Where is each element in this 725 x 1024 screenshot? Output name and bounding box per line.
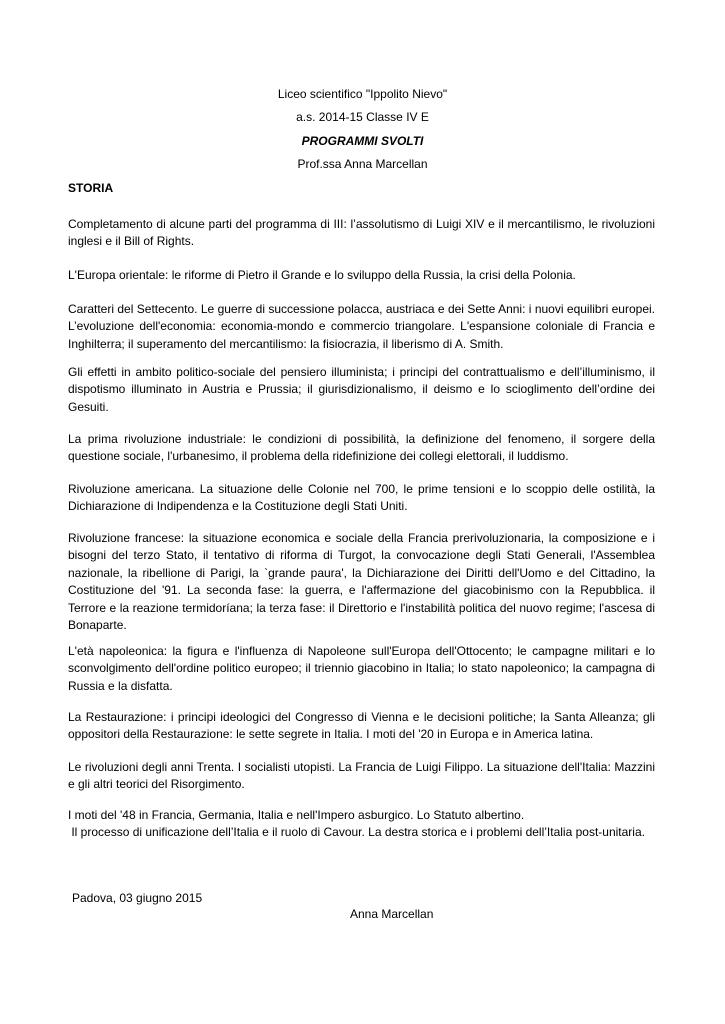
school-year-class: a.s. 2014-15 Classe IV E	[296, 110, 429, 124]
paragraph-6: Rivoluzione americana. La situazione delle Colonie nel 700, le prime tensioni e lo scoppio delle ostilità, la Dichiarazione di Indipendenza e la Costituzione degli Stati Uniti.	[68, 482, 655, 514]
signature: Anna Marcellan	[350, 907, 434, 921]
document-title: PROGRAMMI SVOLTI	[301, 134, 424, 148]
teacher-name: Prof.ssa Anna Marcellan	[297, 157, 428, 171]
paragraph-10: Le rivoluzioni degli anni Trenta. I socialisti utopisti. La Francia de Luigi Filippo. La situazione dell'Italia: Mazzini e gli altri teorici del Risorgimento.	[68, 760, 655, 792]
paragraph-5: La prima rivoluzione industriale: le condizioni di possibilità, la definizione del fenomeno, il sorgere della questione sociale, l'urbanesimo, il problema della ridefinizione dei collegi elettorali, il luddismo.	[68, 432, 655, 464]
paragraph-11: I moti del '48 in Francia, Germania, Italia e nell'Impero asburgico. Lo Statuto albertino.	[68, 808, 525, 822]
paragraph-2: L'Europa orientale: le riforme di Pietro il Grande e lo sviluppo della Russia, la crisi della Polonia.	[68, 268, 576, 282]
paragraph-12: Il processo di unificazione dell’Italia e il ruolo di Cavour. La destra storica e i problemi dell’Italia post-unitaria.	[68, 825, 645, 839]
paragraph-9: La Restaurazione: i principi ideologici del Congresso di Vienna e le decisioni politiche; la Santa Alleanza; gli oppositori della Restaurazione: le sette segrete in Italia. I moti del '20 in Europa e in America latina.	[68, 710, 655, 742]
paragraph-4: Gli effetti in ambito politico-sociale del pensiero illuminista; i principi del contrattualismo e dell’illuminismo, il dispotismo illuminato in Austria e Prussia; il giurisdizionalismo, il deismo e lo scioglimento dell’ordine dei Gesuiti.	[68, 365, 655, 414]
paragraph-7: Rivoluzione francese: la situazione economica e sociale della Francia prerivoluzionaria, la composizione e i bisogni del terzo Stato, il tentativo di riforma di Turgot, la convocazione degli Stati Generali, l'Assemblea nazionale, la ribellione di Parigi, la `grande paura', la Dichiarazione dei Diritti dell'Uomo e del Cittadino, la Costituzione del '91. La seconda fase: la guerra, e l'affermazione del giacobinismo con la Repubblica. il Terrore e la reazione termidoríana; la terza fase: il Direttorio e l'instabilità politica del nuovo regime; l'ascesa di Bonaparte.	[68, 531, 655, 633]
paragraph-3: Caratteri del Settecento. Le guerre di successione polacca, austriaca e dei Sette Anni: i nuovi equilibri europei. L’evoluzione dell'economia: economia-mondo e commercio triangolare. L'espansione coloniale di Francia e Inghilterra; il superamento del mercantilismo: la fisiocrazia, il liberismo di A. Smith.	[68, 302, 655, 351]
section-heading-storia: STORIA	[68, 181, 114, 195]
paragraph-1: Completamento di alcune parti del programma di III: l’assolutismo di Luigi XIV e il mercantilismo, le rivoluzioni inglesi e il Bill of Rights.	[68, 217, 655, 249]
paragraph-8: L'età napoleonica: la figura e l'influenza di Napoleone sull'Europa dell'Ottocento; le campagne militari e lo sconvolgimento dell'ordine politico europeo; il triennio giacobino in Italia; lo stato napoleonico; la campagna di Russia e la disfatta.	[68, 644, 655, 693]
place-date: Padova, 03 giugno 2015	[72, 891, 203, 905]
school-name: Liceo scientifico "Ippolito Nievo"	[277, 87, 448, 101]
